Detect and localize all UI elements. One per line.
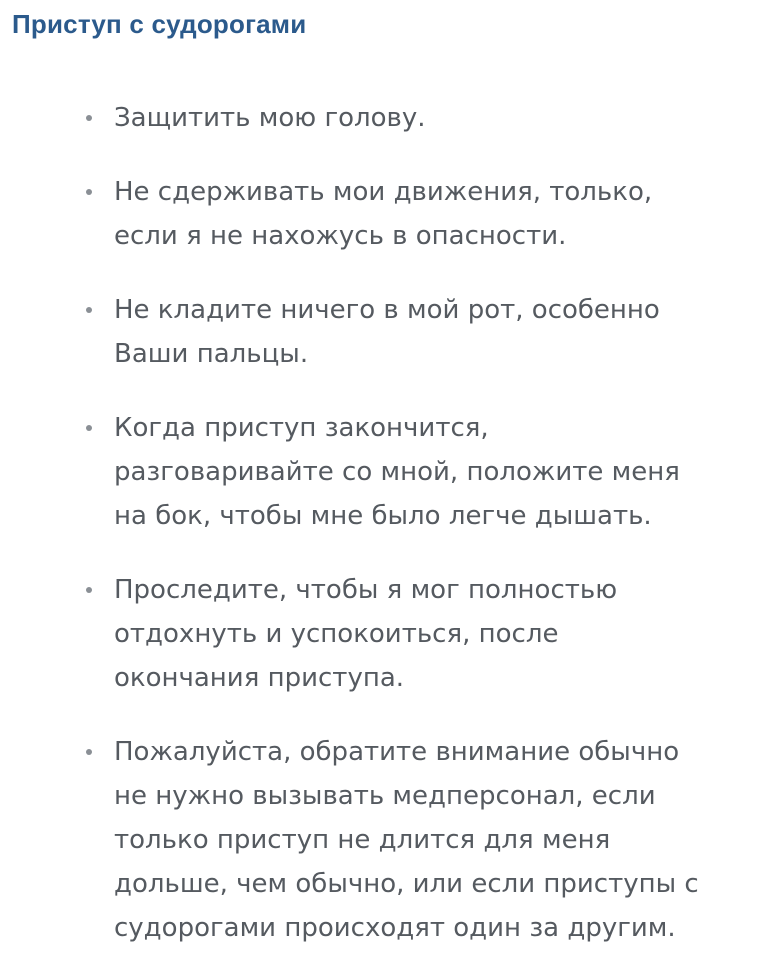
list-item — [0, 730, 768, 950]
list-item-line: окончания приступа. — [114, 663, 405, 693]
bullet-dot-icon — [86, 587, 92, 593]
list-item-line: Защитить мою голову. — [114, 103, 426, 133]
bullet-dot-icon — [86, 425, 92, 431]
list-item-line: на бок, чтобы мне было легче дышать. — [114, 501, 652, 531]
list-item — [0, 170, 768, 258]
list-item-line: только приступ не длится для меня — [114, 825, 611, 855]
list-item-line: Проследите, чтобы я мог полностью — [114, 575, 618, 605]
bullet-list — [0, 96, 768, 980]
bullet-dot-icon — [86, 749, 92, 755]
bullet-dot-icon — [86, 307, 92, 313]
list-item-line: если я не нахожусь в опасности. — [114, 221, 567, 251]
list-item-line: Когда приступ закончится, — [114, 413, 489, 443]
list-item-line: дольше, чем обычно, или если приступы с — [114, 869, 699, 899]
list-item-line: Пожалуйста, обратите внимание обычно — [114, 737, 680, 767]
list-item-line: Не кладите ничего в мой рот, особенно — [114, 295, 660, 325]
bullet-dot-icon — [86, 189, 92, 195]
list-item — [0, 288, 768, 376]
list-item-line: разговаривайте со мной, положите меня — [114, 457, 680, 487]
list-item-line: Ваши пальцы. — [114, 339, 309, 369]
list-item-line: Не сдерживать мои движения, только, — [114, 177, 653, 207]
list-item-line: отдохнуть и успокоиться, после — [114, 619, 559, 649]
list-item — [0, 406, 768, 538]
list-item-line: судорогами происходят один за другим. — [114, 913, 676, 943]
list-item — [0, 568, 768, 700]
list-item-line: не нужно вызывать медперсонал, если — [114, 781, 656, 811]
page-title: Приступ с судорогами — [12, 9, 307, 39]
bullet-dot-icon — [86, 115, 92, 121]
list-item — [0, 96, 768, 140]
